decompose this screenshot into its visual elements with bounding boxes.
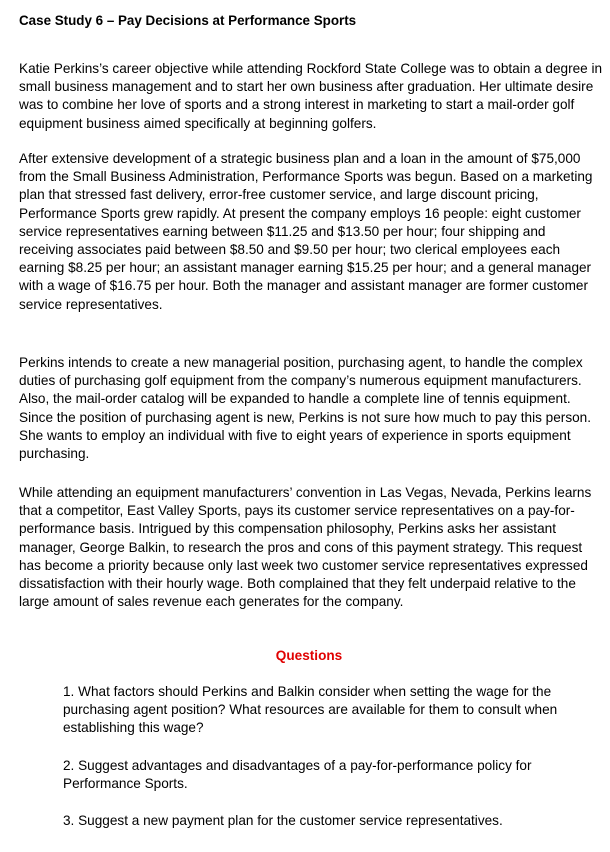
case-study-title: Case Study 6 – Pay Decisions at Performance Sports — [19, 13, 357, 28]
paragraph-pay-for-performance: While attending an equipment manufacturers’ convention in Las Vegas, Nevada, Perkins learns that a competitor, East Valley Sports, pays its customer service representatives on a pay-for-performance basis. Intrigued by this compensation philosophy, Perkins asks her assistant manager, George Balkin, to research the pros and cons of this payment strategy. This request has become a priority because only last week two customer service representatives expressed dissatisfaction with their hourly wage. Both complained that they felt underpaid relative to the large amount of sales revenue each generates for the company. — [19, 485, 592, 610]
paragraph-background: Katie Perkins’s career objective while attending Rockford State College was to obtain a degree in small business management and to start her own business after graduation. Her ultimate desire was to combine her love of sports and a strong interest in marketing to start a mail-order golf equipment business aimed specifically at beginning golfers. — [19, 61, 603, 131]
paragraph-purchasing-agent: Perkins intends to create a new managerial position, purchasing agent, to handle the complex duties of purchasing golf equipment from the company’s numerous equipment manufacturers. Also, the mail-order catalog will be expanded to handle a complete line of tennis equipment. Since the position of purchasing agent is new, Perkins is not sure how much to pay this person. She wants to employ an individual with five to eight years of experience in sports equipment purchasing. — [19, 355, 592, 462]
questions-list — [63, 683, 607, 849]
question-item: 2. Suggest advantages and disadvantages of a pay-for-performance policy for Performance Sports. — [63, 757, 532, 791]
paragraph-company-growth: After extensive development of a strategic business plan and a loan in the amount of $75,000 from the Small Business Administration, Performance Sports was begun. Based on a marketing plan that stressed fast delivery, error-free customer service, and large discount pricing, Performance Sports grew rapidly. At present the company employs 16 people: eight customer service representatives earning between $11.25 and $13.50 per hour; four shipping and receiving associates paid between $8.50 and $9.50 per hour; two clerical employees each earning $8.25 per hour; an assistant manager earning $15.25 per hour; and a general manager with a wage of $16.75 per hour. Both the manager and assistant manager are former customer service representatives. — [19, 151, 593, 312]
questions-heading: Questions — [275, 648, 343, 663]
question-item: 3. Suggest a new payment plan for the customer service representatives. — [63, 813, 503, 829]
question-item: 1. What factors should Perkins and Balkin consider when setting the wage for the purchasing agent position? What resources are available for them to consult when establishing this wage? — [63, 684, 558, 736]
